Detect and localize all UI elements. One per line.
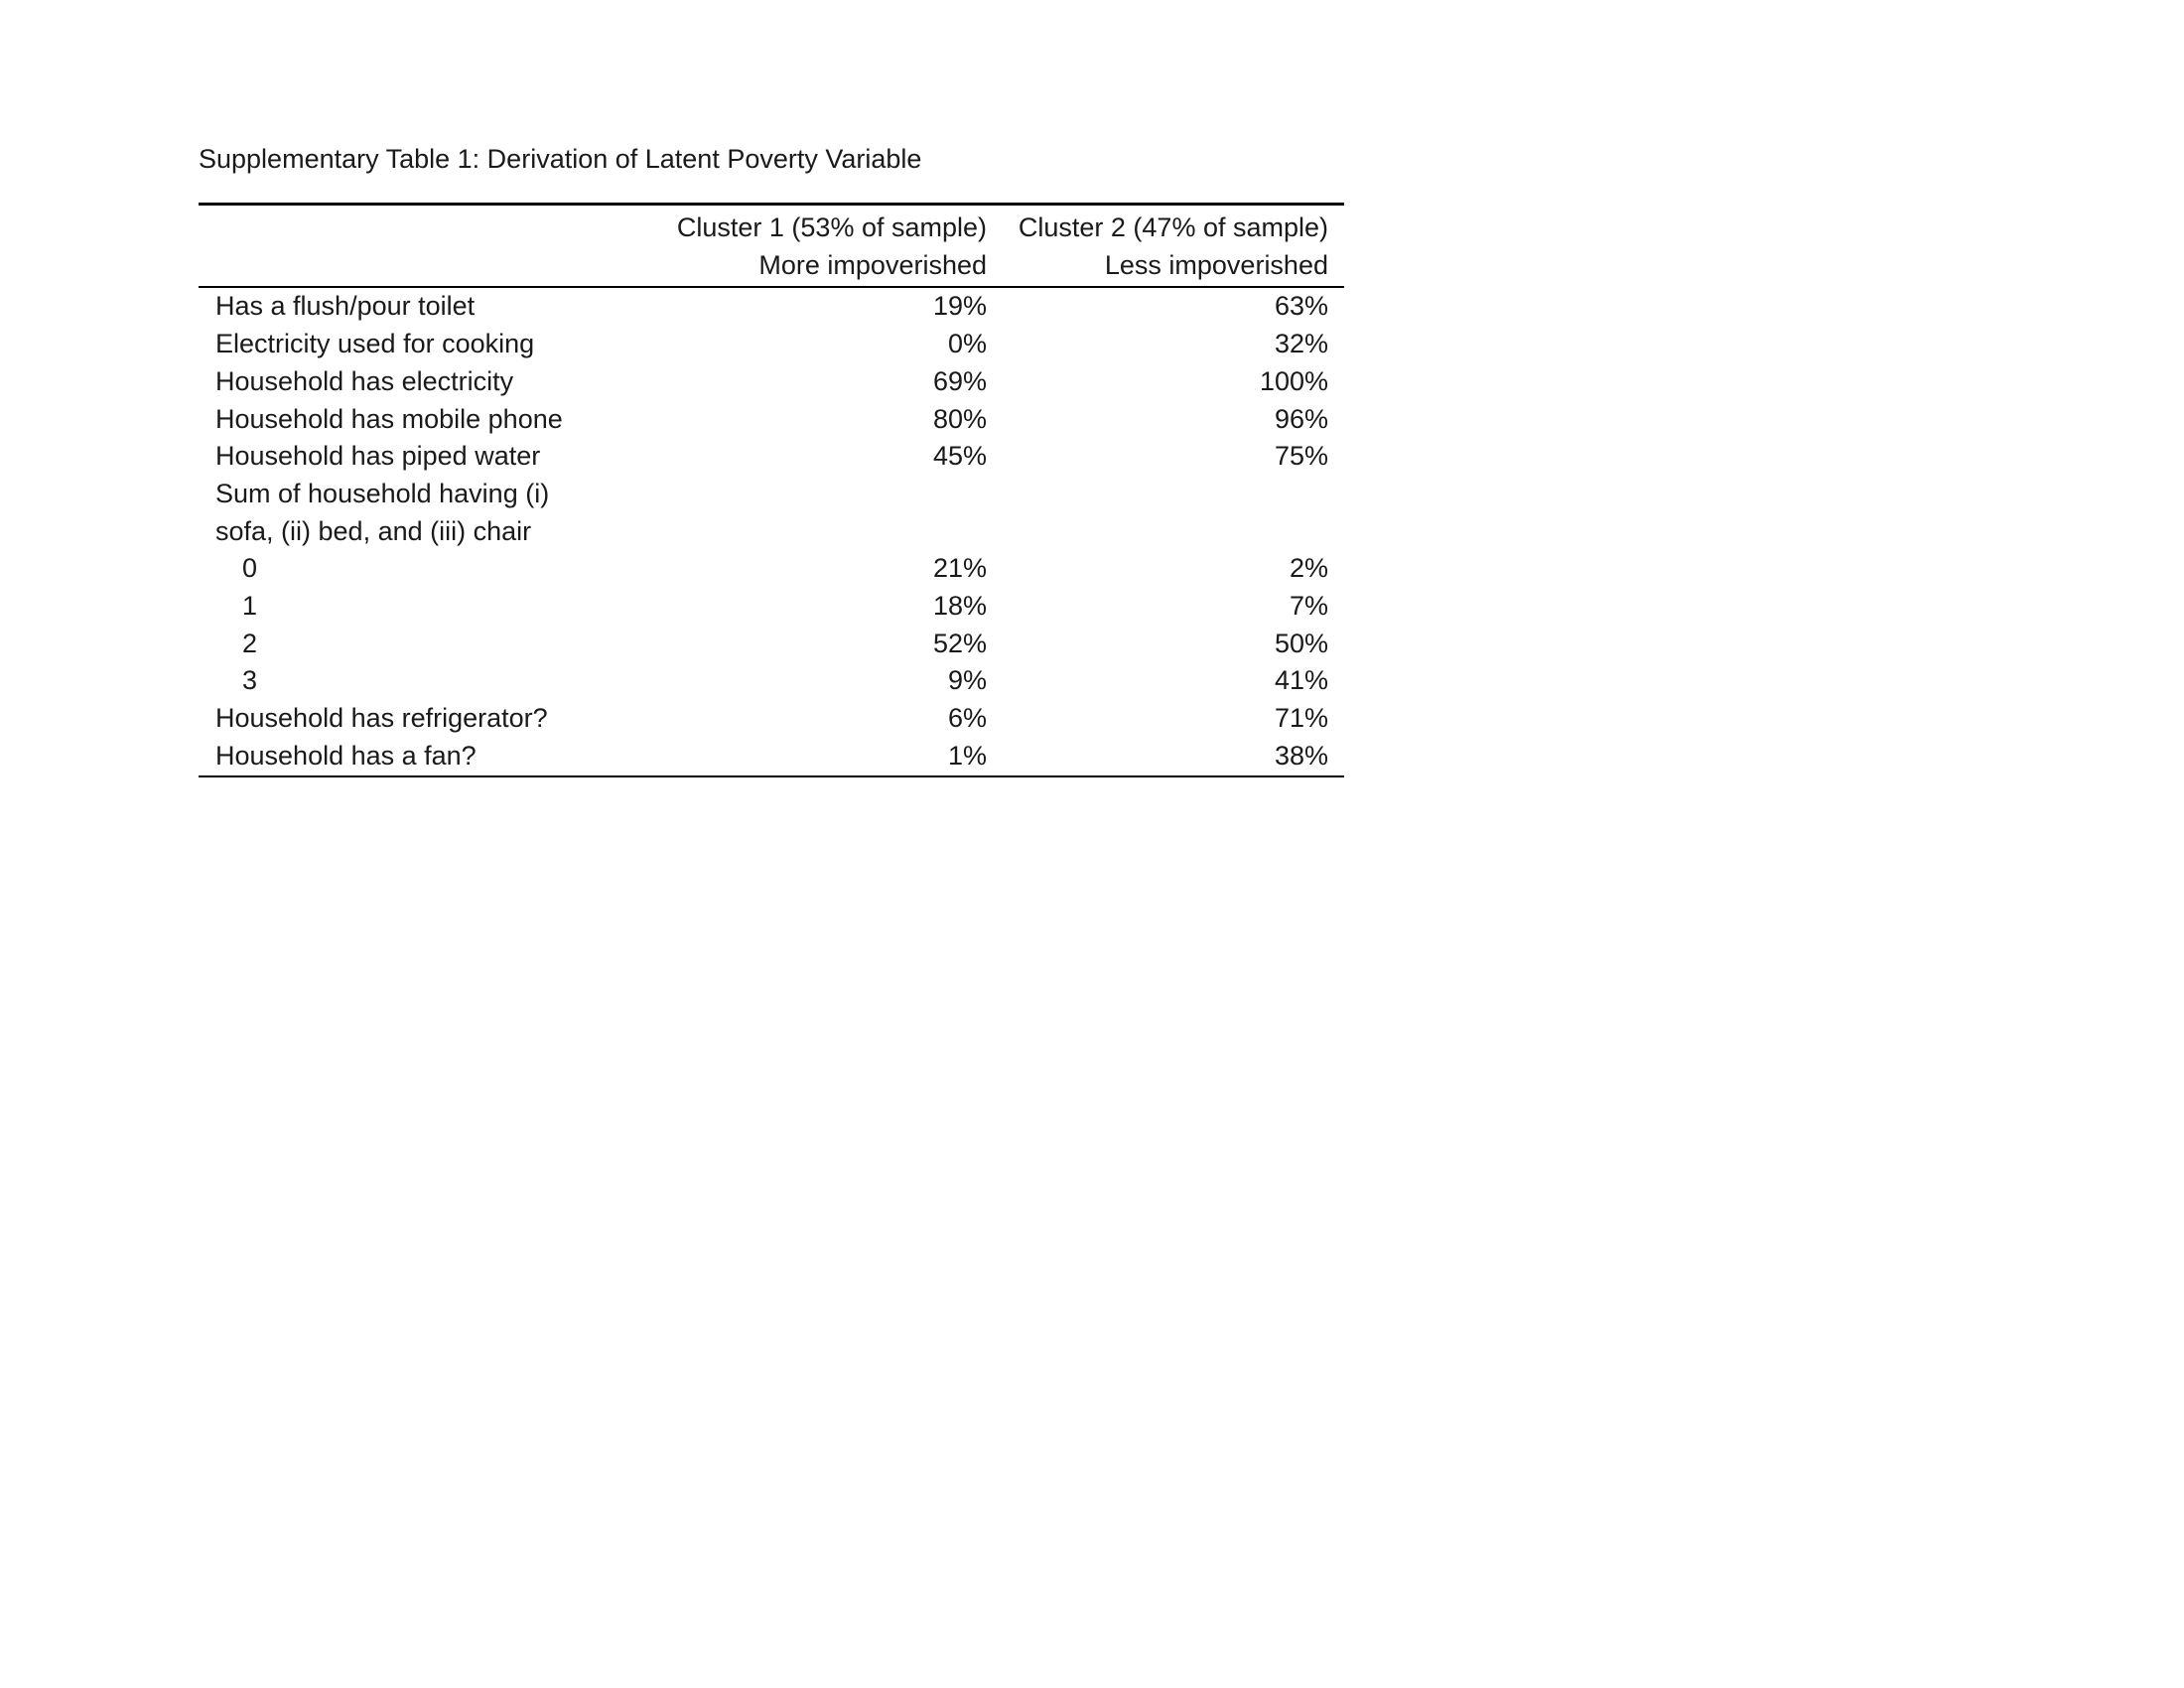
cluster-2-value: 38% — [1003, 738, 1344, 776]
table-row — [199, 550, 1344, 588]
cluster-2-value — [1003, 476, 1344, 513]
cluster-2-value: 100% — [1259, 365, 1328, 396]
table-title: Supplementary Table 1: Derivation of Latent Poverty Variable — [199, 144, 922, 174]
header-cluster-1: Cluster 1 (53% of sample) — [643, 205, 1003, 247]
header-cluster-1-desc: More impoverished — [643, 247, 1003, 288]
cluster-1-value: 9% — [947, 665, 987, 696]
row-label: Household has refrigerator? — [215, 703, 548, 734]
cluster-2-value: 75% — [1274, 441, 1328, 472]
cluster-1-value: 0% — [947, 329, 987, 359]
table-row — [199, 363, 1344, 401]
row-label: Household has mobile phone — [215, 403, 563, 434]
cluster-1-value: 6% — [947, 703, 987, 734]
cluster-2-value: 71% — [1274, 703, 1328, 734]
cluster-2-value: 2% — [1289, 553, 1328, 584]
cluster-1-value — [643, 513, 1003, 551]
row-label: 1 — [242, 591, 258, 622]
row-label: Household has piped water — [215, 441, 541, 472]
row-label: 0 — [242, 553, 258, 584]
table-row — [199, 438, 1344, 476]
row-label: Electricity used for cooking — [215, 329, 535, 359]
table-row — [199, 662, 1344, 700]
header-blank — [199, 205, 643, 247]
poverty-table-container — [199, 203, 1344, 777]
table-row — [199, 476, 1344, 513]
cluster-2-value: 32% — [1274, 329, 1328, 359]
table-row — [199, 626, 1344, 663]
cluster-1-value: 21% — [932, 553, 987, 584]
cluster-1-value: 18% — [932, 591, 987, 622]
cluster-1-value: 1% — [643, 738, 1003, 776]
cluster-2-value: 50% — [1274, 628, 1328, 658]
header-blank — [199, 247, 643, 288]
table-row — [199, 700, 1344, 738]
cluster-2-value: 41% — [1274, 665, 1328, 696]
cluster-1-value: 52% — [932, 628, 987, 658]
row-label: 2 — [242, 628, 258, 658]
row-label: Household has a fan? — [199, 738, 643, 776]
cluster-2-value: 96% — [1274, 403, 1328, 434]
row-label: Sum of household having (i) — [215, 478, 550, 508]
cluster-1-value — [643, 476, 1003, 513]
cluster-1-value: 45% — [932, 441, 987, 472]
row-label: Household has electricity — [215, 365, 514, 396]
row-label: Has a flush/pour toilet — [215, 291, 476, 322]
table-row — [199, 513, 1344, 551]
cluster-1-value: 80% — [932, 403, 987, 434]
table-row — [199, 326, 1344, 363]
row-label: 3 — [242, 665, 258, 696]
table-row — [199, 738, 1344, 776]
row-label: sofa, (ii) bed, and (iii) chair — [215, 515, 532, 546]
cluster-2-value: 7% — [1289, 591, 1328, 622]
header-row-1 — [199, 205, 1344, 247]
header-cluster-2: Cluster 2 (47% of sample) — [1003, 205, 1344, 247]
table-row — [199, 401, 1344, 439]
table-row — [199, 287, 1344, 326]
header-cluster-2-desc: Less impoverished — [1003, 247, 1344, 288]
cluster-1-value: 19% — [932, 291, 987, 322]
cluster-1-value: 69% — [932, 365, 987, 396]
poverty-table — [199, 203, 1344, 777]
table-row — [199, 588, 1344, 626]
cluster-2-value: 63% — [1274, 291, 1328, 322]
header-row-2 — [199, 247, 1344, 288]
cluster-2-value — [1003, 513, 1344, 551]
